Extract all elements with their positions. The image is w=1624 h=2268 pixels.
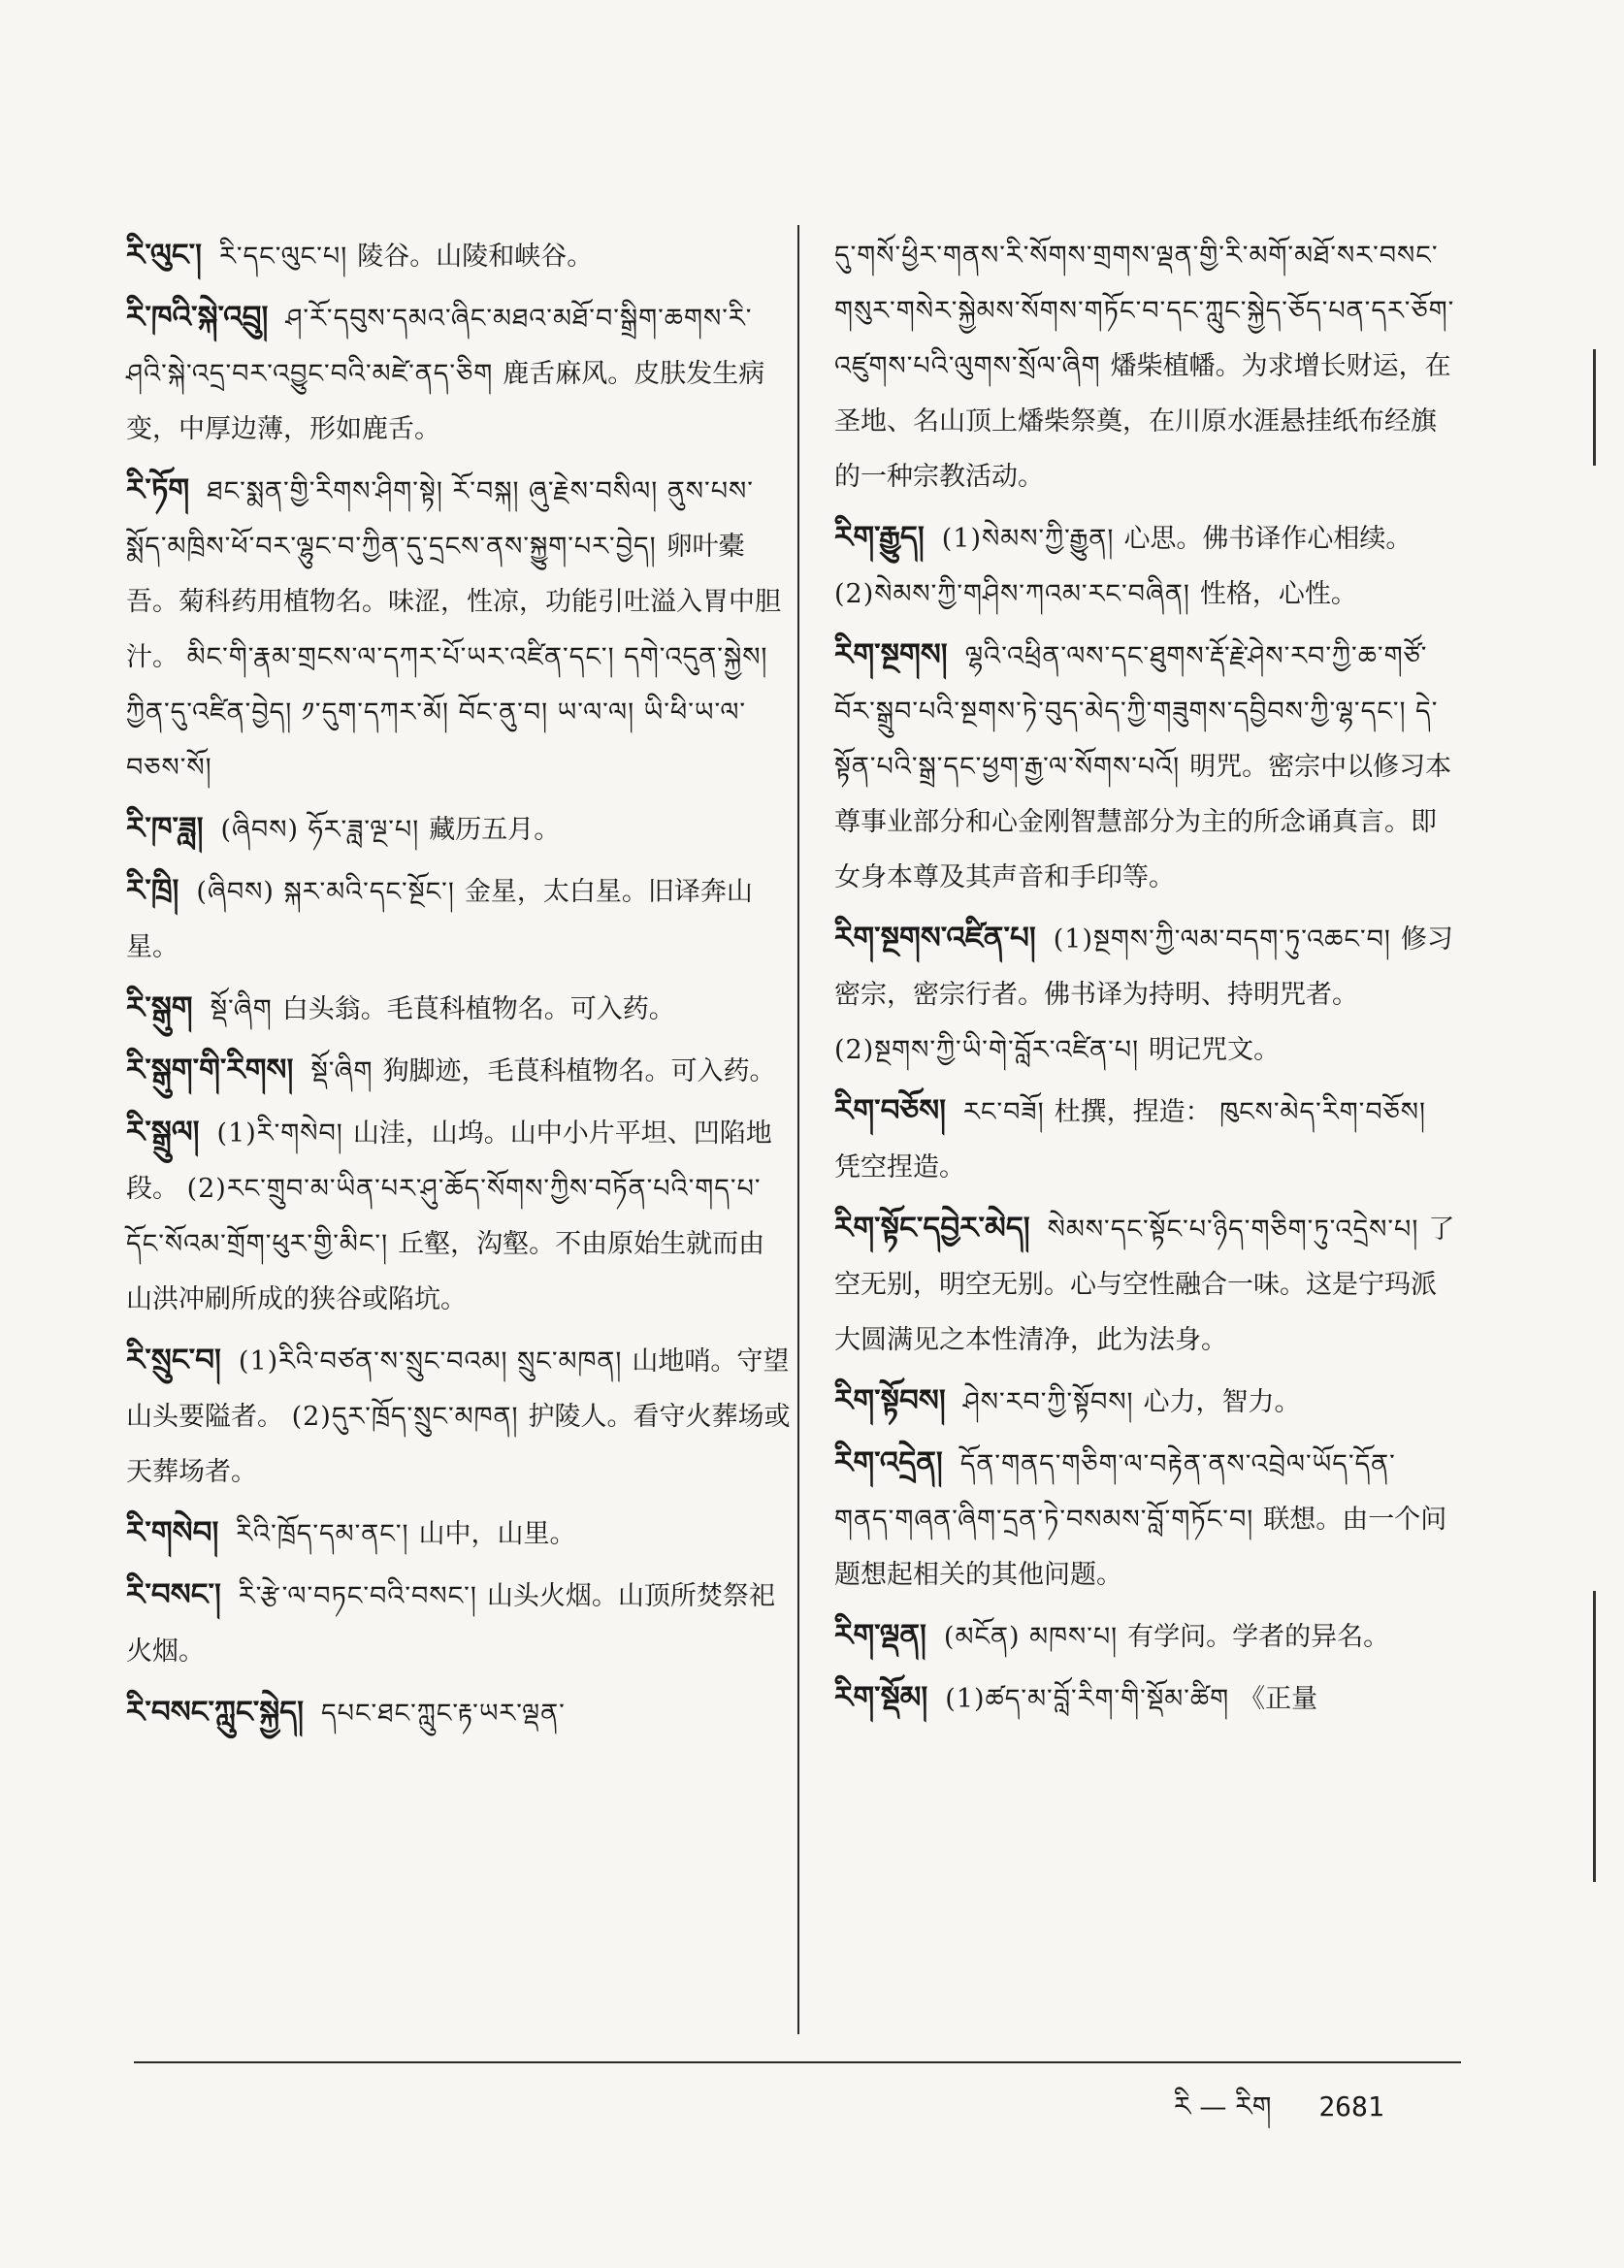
dictionary-entry <box>834 911 1455 1078</box>
entry-chinese: 山地哨。守望山头要隘者。 <box>126 1346 790 1432</box>
dictionary-entry <box>834 510 1455 622</box>
entry-body <box>126 1581 775 1667</box>
entry-tibetan: ཤ་རོ་དབུས་དམའ་ཞིང་མཐའ་མཐོ་བ་སྒྲིག་ཆགས་རི་ཤའི་སྐེ་འདྲ་བར་འབྱུང་བའི་མཛེ་ནད་ཅིག <box>126 304 753 389</box>
dictionary-entry <box>126 1685 791 1741</box>
entry-body <box>126 877 753 962</box>
entry-chinese-2: 性格，心性。 <box>1199 579 1357 609</box>
dictionary-entry <box>834 228 1455 504</box>
entry-tibetan: (1)རིའི་བཙན་ས་སྲུང་བའམ། སྲུང་མཁན། <box>238 1346 623 1377</box>
entry-chinese: 修习密宗，密宗行者。佛书译为持明、持明咒者。 <box>834 924 1453 1010</box>
entry-headword: རིག་སྡོམ། <box>834 1680 928 1715</box>
entry-headword: རི་ཏོག <box>126 472 190 507</box>
right-column <box>834 228 1455 1733</box>
entry-chinese: 了空无别，明空无别。心与空性融合一味。这是宁玛派大圆满见之本性清净，此为法身。 <box>834 1215 1455 1355</box>
entry-chinese: 有学问。学者的异名。 <box>1127 1622 1390 1652</box>
dictionary-entry <box>126 981 791 1037</box>
entry-headword: རིག་སྟོང་དབྱེར་མེད། <box>834 1211 1030 1246</box>
entry-chinese: 金星，太白星。旧译奔山星。 <box>126 877 753 962</box>
dictionary-entry <box>834 1374 1455 1430</box>
entry-body <box>834 641 1451 892</box>
entry-chinese: 联想。由一个问题想起相关的其他问题。 <box>834 1505 1447 1590</box>
dictionary-entry <box>126 1333 791 1500</box>
entry-body <box>211 994 675 1024</box>
entry-headword: རི་བསང་ཀླུང་སྐྱེད། <box>126 1695 304 1730</box>
entry-headword: རི་སྒུག་གི་རིགས། <box>126 1053 294 1087</box>
entry-body <box>321 1699 575 1729</box>
dictionary-entry <box>834 1201 1455 1368</box>
entry-headword: རིག་སྔགས་འཛིན་པ། <box>834 921 1036 956</box>
entry-body <box>126 1346 791 1487</box>
entry-tibetan-2: (2)སེམས་ཀྱི་གཤིས་ཀའམ་རང་བཞིན། <box>834 579 1190 609</box>
entry-tibetan-2: (2)སྔགས་ཀྱི་ཡི་གེ་བློར་འཛིན་པ། <box>834 1035 1140 1065</box>
entry-tibetan-2: ཁུངས་མེད་རིག་བཅོས། <box>1219 1097 1427 1127</box>
entry-tibetan: ལྷའི་འཕྲིན་ལས་དང་ཐུགས་རྡོ་རྗེ་ཤེས་རབ་ཀྱི་ཆ་གཙོ་བོར་སྒྲུབ་པའི་སྔགས་ཏེ་བུད་མེད་ཀྱི་གཟུགས་དབྱིབས་ཀྱི་ལྷ་དང་། དེ་སྟོན་པའི་སྒྲ་དང་ཕྱག་རྒྱ་ལ་སོགས་པའོ། <box>834 641 1439 782</box>
entry-chinese-2: 明记咒文。 <box>1149 1035 1281 1065</box>
entry-body <box>126 1118 772 1314</box>
entry-tibetan: རང་བཟོ། <box>963 1097 1045 1127</box>
entry-body <box>945 1684 1317 1714</box>
entry-tibetan: (1)སེམས་ཀྱི་རྒྱུན། <box>941 524 1115 554</box>
entry-body <box>963 1387 1301 1417</box>
dictionary-entry <box>834 1670 1455 1727</box>
entry-headword: རི་གསེབ། <box>126 1515 219 1550</box>
entry-tibetan: དོན་གནད་གཅིག་ལ་བརྟེན་ནས་འབྲེལ་ཡོད་དོན་གནད་གཞན་ཞིག་དྲན་ཏེ་བསམས་བློ་གཏོང་བ། <box>834 1449 1396 1535</box>
entry-body <box>236 1519 575 1549</box>
entry-chinese: 白头翁。毛茛科植物名。可入药。 <box>281 994 675 1024</box>
entry-headword: རི་ཁྲི། <box>126 873 179 908</box>
entry-chinese-2: 凭空捏造。 <box>834 1152 965 1183</box>
dictionary-entry <box>126 1043 791 1099</box>
entry-tibetan: (མངོན) མཁས་པ། <box>943 1622 1119 1652</box>
entry-headword: རི་སྒུག <box>126 990 193 1025</box>
entry-tibetan: ཐང་སྨན་གྱི་རིགས་ཤིག་སྟེ། རོ་བསྐ། ཞུ་རྗེས་བསིལ། ནུས་པས་སྨོད་མཁྲིས་ཕོ་བར་ལྷུང་བ་ཀྱིན་དུ་དྲངས་ནས་སྐྱུག་པར་བྱེད། <box>126 476 754 562</box>
entry-chinese: 《正量 <box>1239 1684 1318 1714</box>
page-footer <box>1174 2076 1384 2153</box>
dictionary-entry <box>126 290 791 457</box>
entry-body <box>126 476 781 783</box>
entry-body <box>220 815 560 845</box>
dictionary-entry <box>126 1506 791 1562</box>
page-number: 2681 <box>1318 2090 1384 2122</box>
entry-headword: རི་སྲུང་བ། <box>126 1343 221 1377</box>
entry-chinese: 鹿舌麻风。皮肤发生病变，中厚边薄，形如鹿舌。 <box>126 359 765 444</box>
entry-body <box>834 228 1455 504</box>
dictionary-entry <box>126 863 791 975</box>
dictionary-entry <box>834 1084 1455 1195</box>
entry-headword: རིག་རྒྱུད། <box>834 520 925 555</box>
entry-tibetan-2: (2)རང་གྲུབ་མ་ཡིན་པར་ཤུ་ཆོད་སོགས་ཀྱིས་བཏོན་པའི་གད་པ་དོང་སོའམ་གྲོག་ཕུར་གྱི་མིང་། <box>126 1174 762 1259</box>
entry-tibetan: རིའི་ཁྲོད་དམ་ནང་། <box>236 1519 409 1549</box>
entry-chinese-2: 护陵人。看守火葬场或天葬场者。 <box>126 1402 791 1487</box>
entry-tibetan: (1)སྔགས་ཀྱི་ལམ་བདག་ཏུ་འཆང་བ། <box>1053 924 1391 955</box>
column-divider <box>797 225 799 2034</box>
entry-headword: རིག་སྟོབས། <box>834 1383 946 1418</box>
entry-tibetan: སྡོ་ཞིག <box>210 994 273 1024</box>
entry-headword: རི་ལུང་། <box>126 238 203 273</box>
entry-tibetan: (1)ཚད་མ་བློ་རིག་གི་སྡོམ་ཚིག <box>945 1684 1230 1714</box>
entry-chinese: 卵叶橐吾。菊科药用植物名。味涩，性凉，功能引吐溢入胃中胆汁。 <box>126 532 781 672</box>
entry-chinese: 燔柴植幡。为求增长财运，在圣地、名山顶上燔柴祭奠，在川原水涯悬挂纸布经旗的一种宗教活动。 <box>834 351 1451 492</box>
edge-mark <box>1593 1591 1596 1882</box>
entry-headword: རི་ཁ་ཟླ། <box>126 811 204 846</box>
entry-headword: རི་སྒྲུལ། <box>126 1115 200 1150</box>
footer-rule <box>134 2061 1461 2063</box>
edge-mark <box>1593 349 1596 466</box>
entry-tibetan: ཤེས་རབ་ཀྱི་སྟོབས། <box>962 1387 1134 1417</box>
entry-chinese: 山头火烟。山顶所焚祭祀火烟。 <box>126 1581 775 1667</box>
left-column <box>126 228 791 1747</box>
entry-chinese: 山中，山里。 <box>418 1519 576 1549</box>
entry-body <box>944 1622 1389 1652</box>
footer-range: རི — རིག <box>1174 2090 1272 2122</box>
entry-headword: རིག་བཅོས། <box>834 1093 947 1128</box>
entry-headword: རི་ཁའི་སྐེ་འབྲུ། <box>126 300 269 335</box>
entry-tibetan: དུ་གསོ་ཕྱིར་གནས་རི་སོགས་གྲགས་ལྡན་གྱི་རི་མགོ་མཐོ་སར་བསང་གསུར་གསེར་སྐྱེམས་སོགས་གཏོང་བ་དང་ཀླུང་སྐྱེད་ཅོད་པན་དར་ཅོག་འཛུགས་པའི་ལུགས་སྲོལ་ཞིག <box>834 241 1455 381</box>
entry-tibetan: རི་དང་ལུང་པ། <box>219 242 348 272</box>
entry-chinese: 心力，智力。 <box>1143 1387 1301 1417</box>
dictionary-entry <box>126 1105 791 1327</box>
dictionary-entry <box>834 1436 1455 1603</box>
entry-chinese: 藏历五月。 <box>429 815 561 845</box>
entry-body <box>219 242 593 272</box>
entry-headword: རི་བསང་། <box>126 1577 221 1612</box>
entry-tibetan: རི་རྩེ་ལ་བཏང་བའི་བསང་། <box>238 1581 477 1611</box>
entry-chinese: 山洼，山坞。山中小片平坦、凹陷地段。 <box>126 1118 772 1204</box>
dictionary-entry <box>834 628 1455 905</box>
entry-tibetan: (ཞིབས) སྐར་མའི་དང་སྔོང་། <box>196 877 455 907</box>
entry-tibetan-2: (2)དུར་ཁྲོད་སྲུང་མཁན། <box>291 1402 519 1432</box>
entry-headword: རིག་འདྲེན། <box>834 1445 943 1480</box>
dictionary-entry <box>126 1568 791 1679</box>
entry-chinese: 陵谷。山陵和峡谷。 <box>357 242 594 272</box>
entry-tibetan: སེམས་དང་སྟོང་པ་ཉིད་གཅིག་ཏུ་འདྲེས་པ། <box>1047 1215 1419 1245</box>
entry-body <box>310 1056 775 1086</box>
dictionary-entry <box>126 228 791 284</box>
entry-tibetan: སྡོ་ཞིག <box>310 1056 374 1086</box>
entry-chinese: 狗脚迹，毛茛科植物名。可入药。 <box>382 1056 776 1086</box>
entry-headword: རིག་ལྡན། <box>834 1618 926 1653</box>
entry-tibetan: (ཞིབས) ཧོར་ཟླ་ལྔ་པ། <box>220 815 420 845</box>
entry-chinese: 心思。佛书译作心相续。 <box>1123 524 1413 554</box>
entry-headword: རིག་སྔགས། <box>834 637 948 672</box>
entry-tibetan-2: མིང་གི་རྣམ་གྲངས་ལ་དཀར་པོ་ཡར་འཛིན་དང་། དགེ་འདུན་སྐྱེས། ཀྱིན་དུ་འཛིན་བྱེད། ༡་དུག་དཀར་མོ། བོང་ནུ་བ། ཡ་ལ་ལ། ཡི་ཕི་ཡ་ལ་བཅས་སོ། <box>126 642 768 783</box>
dictionary-entry <box>126 801 791 858</box>
entry-chinese: 明咒。密宗中以修习本尊事业部分和心金刚智慧部分为主的所念诵真言。即女身本尊及其声音和手印等。 <box>834 752 1452 892</box>
dictionary-entry <box>126 463 791 795</box>
entry-tibetan: དཔང་ཐང་ཀླུང་རྟ་ཡར་ལྡན་ <box>321 1699 566 1729</box>
dictionary-entry <box>834 1608 1455 1665</box>
entry-chinese: 杜撰，捏造： <box>1054 1097 1212 1127</box>
entry-tibetan: (1)རི་གསེབ། <box>216 1118 343 1149</box>
entry-chinese-2: 丘壑，沟壑。不由原始生就而由山洪冲刷所成的狭谷或陷坑。 <box>126 1229 765 1314</box>
